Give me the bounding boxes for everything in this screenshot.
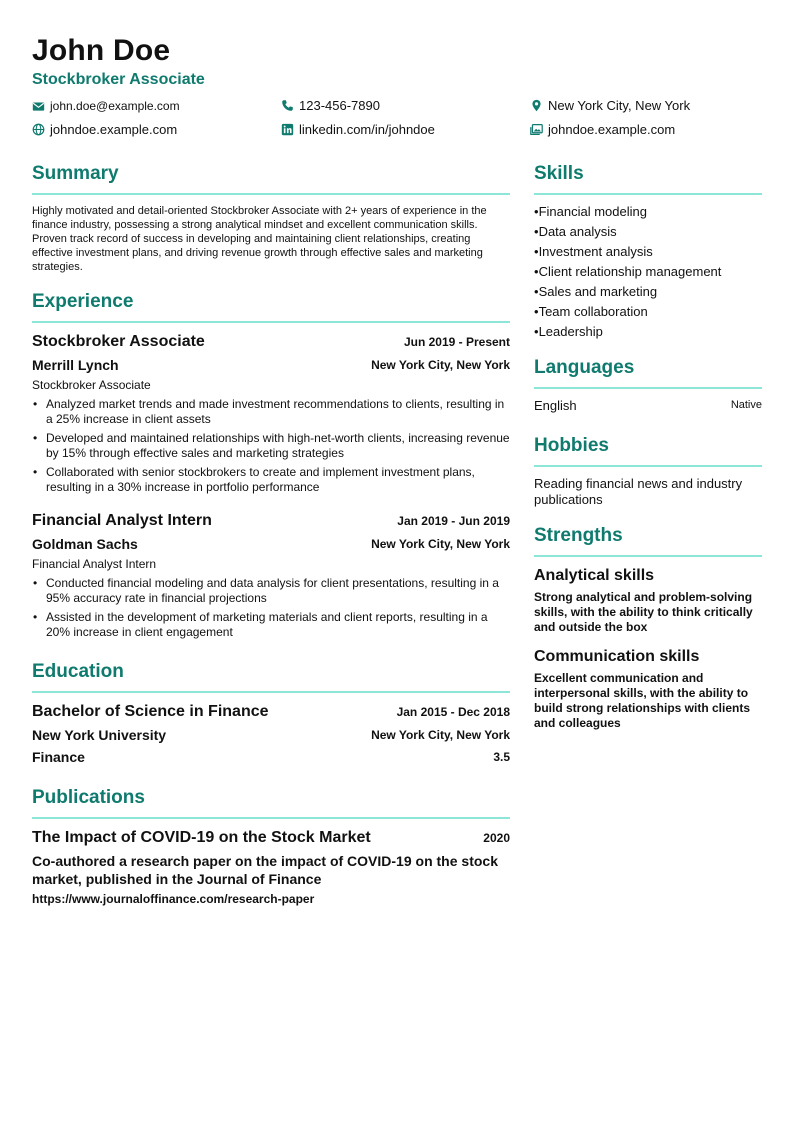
- list-item: • Investment analysis: [534, 242, 762, 262]
- list-item: • Leadership: [534, 322, 762, 342]
- summary-text: Highly motivated and detail-oriented Stockbroker Associate with 2+ years of experience in the finance industry, possessing a strong analytical mindset and excellent communication skills. Proven track record of success in developing and maintaining client relationships, creating effective investment plans, and driving revenue growth through effective sales and marketing strategies.: [32, 205, 487, 273]
- location-text: New York City, New York: [548, 98, 691, 113]
- strength-description: Excellent communication and interpersonal skills, with the ability to build strong relationships with clients and colleagues: [534, 671, 751, 730]
- list-item: • Collaborated with senior stockbrokers to create and implement investment plans, resulting in a 30% increase in portfolio performance: [32, 465, 510, 495]
- languages-heading: Languages: [534, 357, 635, 378]
- job-title: Financial Analyst Intern: [32, 512, 212, 529]
- skills-divider: [534, 193, 762, 195]
- globe-icon: [32, 123, 45, 136]
- publications-heading: Publications: [32, 787, 145, 808]
- publication-title: The Impact of COVID-19 on the Stock Market: [32, 829, 371, 846]
- job-bullets: [32, 397, 510, 499]
- job-role: Stockbroker Associate: [32, 378, 151, 392]
- strength-description: Strong analytical and problem-solving skills, with the ability to think critically and outside the box: [534, 590, 753, 634]
- school-name: New York University: [32, 727, 167, 743]
- hobbies-heading: Hobbies: [534, 435, 609, 456]
- school-location: New York City, New York: [371, 728, 510, 742]
- list-item: • Client relationship management: [534, 262, 762, 282]
- location-pin-icon: [530, 99, 543, 112]
- publication-link[interactable]: https://www.journaloffinance.com/research-paper: [32, 892, 315, 906]
- email-icon: [32, 100, 45, 113]
- portfolio-text: johndoe.example.com: [548, 122, 676, 137]
- education-dates: Jan 2015 - Dec 2018: [396, 705, 510, 719]
- hobbies-text: Reading financial news and industry publications: [534, 476, 743, 507]
- languages-divider: [534, 387, 762, 389]
- email-contact[interactable]: [32, 99, 180, 113]
- list-item: • Analyzed market trends and made investment recommendations to clients, resulting in a 25% increase in client assets: [32, 397, 510, 427]
- list-item: • Sales and marketing: [534, 282, 762, 302]
- summary-heading: Summary: [32, 163, 119, 184]
- phone-icon: [281, 99, 294, 112]
- job-bullets: [32, 576, 510, 644]
- linkedin-contact[interactable]: [281, 122, 435, 137]
- education-field: Finance: [32, 749, 85, 765]
- portfolio-contact[interactable]: [530, 122, 675, 137]
- education-heading: Education: [32, 661, 124, 682]
- job-company: Merrill Lynch: [32, 357, 119, 373]
- list-item: • Developed and maintained relationships with high-net-worth clients, increasing revenue by 15% through effective sales and marketing strategies: [32, 431, 510, 461]
- strengths-divider: [534, 555, 762, 557]
- website-text: johndoe.example.com: [50, 122, 178, 137]
- list-item: • Financial modeling: [534, 202, 762, 222]
- linkedin-icon: [281, 123, 294, 136]
- candidate-name: John Doe: [32, 34, 171, 67]
- job-title: Stockbroker Associate: [32, 333, 205, 350]
- list-item: • Conducted financial modeling and data analysis for client presentations, resulting in a 95% accuracy rate in financial projections: [32, 576, 510, 606]
- linkedin-text: linkedin.com/in/johndoe: [299, 122, 435, 137]
- publication-year: 2020: [483, 831, 510, 845]
- job-location: New York City, New York: [371, 358, 510, 372]
- summary-divider: [32, 193, 510, 195]
- experience-heading: Experience: [32, 291, 134, 312]
- job-dates: Jan 2019 - Jun 2019: [397, 514, 510, 528]
- list-item: • Assisted in the development of marketing materials and client reports, resulting in a 20% increase in client engagement: [32, 610, 510, 640]
- location-contact: [530, 98, 690, 113]
- job-company: Goldman Sachs: [32, 536, 138, 552]
- job-role: Financial Analyst Intern: [32, 557, 157, 571]
- language-name: English: [534, 398, 577, 413]
- phone-text: 123-456-7890: [299, 98, 380, 113]
- strength-title: Analytical skills: [534, 567, 655, 584]
- portfolio-image-icon: [530, 123, 543, 136]
- publication-description: Co-authored a research paper on the impact of COVID-19 on the stock market, published in the Journal of Finance: [32, 853, 498, 887]
- education-gpa: 3.5: [493, 750, 510, 764]
- phone-contact[interactable]: [281, 98, 380, 113]
- skills-heading: Skills: [534, 163, 584, 184]
- email-text: john.doe@example.com: [50, 99, 180, 113]
- skills-list: [534, 202, 762, 342]
- language-level: Native: [730, 399, 762, 411]
- list-item: • Team collaboration: [534, 302, 762, 322]
- experience-divider: [32, 321, 510, 323]
- strength-title: Communication skills: [534, 648, 700, 665]
- publications-divider: [32, 817, 510, 819]
- education-divider: [32, 691, 510, 693]
- candidate-title: Stockbroker Associate: [32, 71, 205, 88]
- degree-title: Bachelor of Science in Finance: [32, 703, 269, 720]
- job-dates: Jun 2019 - Present: [403, 335, 510, 349]
- job-location: New York City, New York: [371, 537, 510, 551]
- list-item: • Data analysis: [534, 222, 762, 242]
- strengths-heading: Strengths: [534, 525, 623, 546]
- hobbies-divider: [534, 465, 762, 467]
- website-contact[interactable]: [32, 122, 177, 137]
